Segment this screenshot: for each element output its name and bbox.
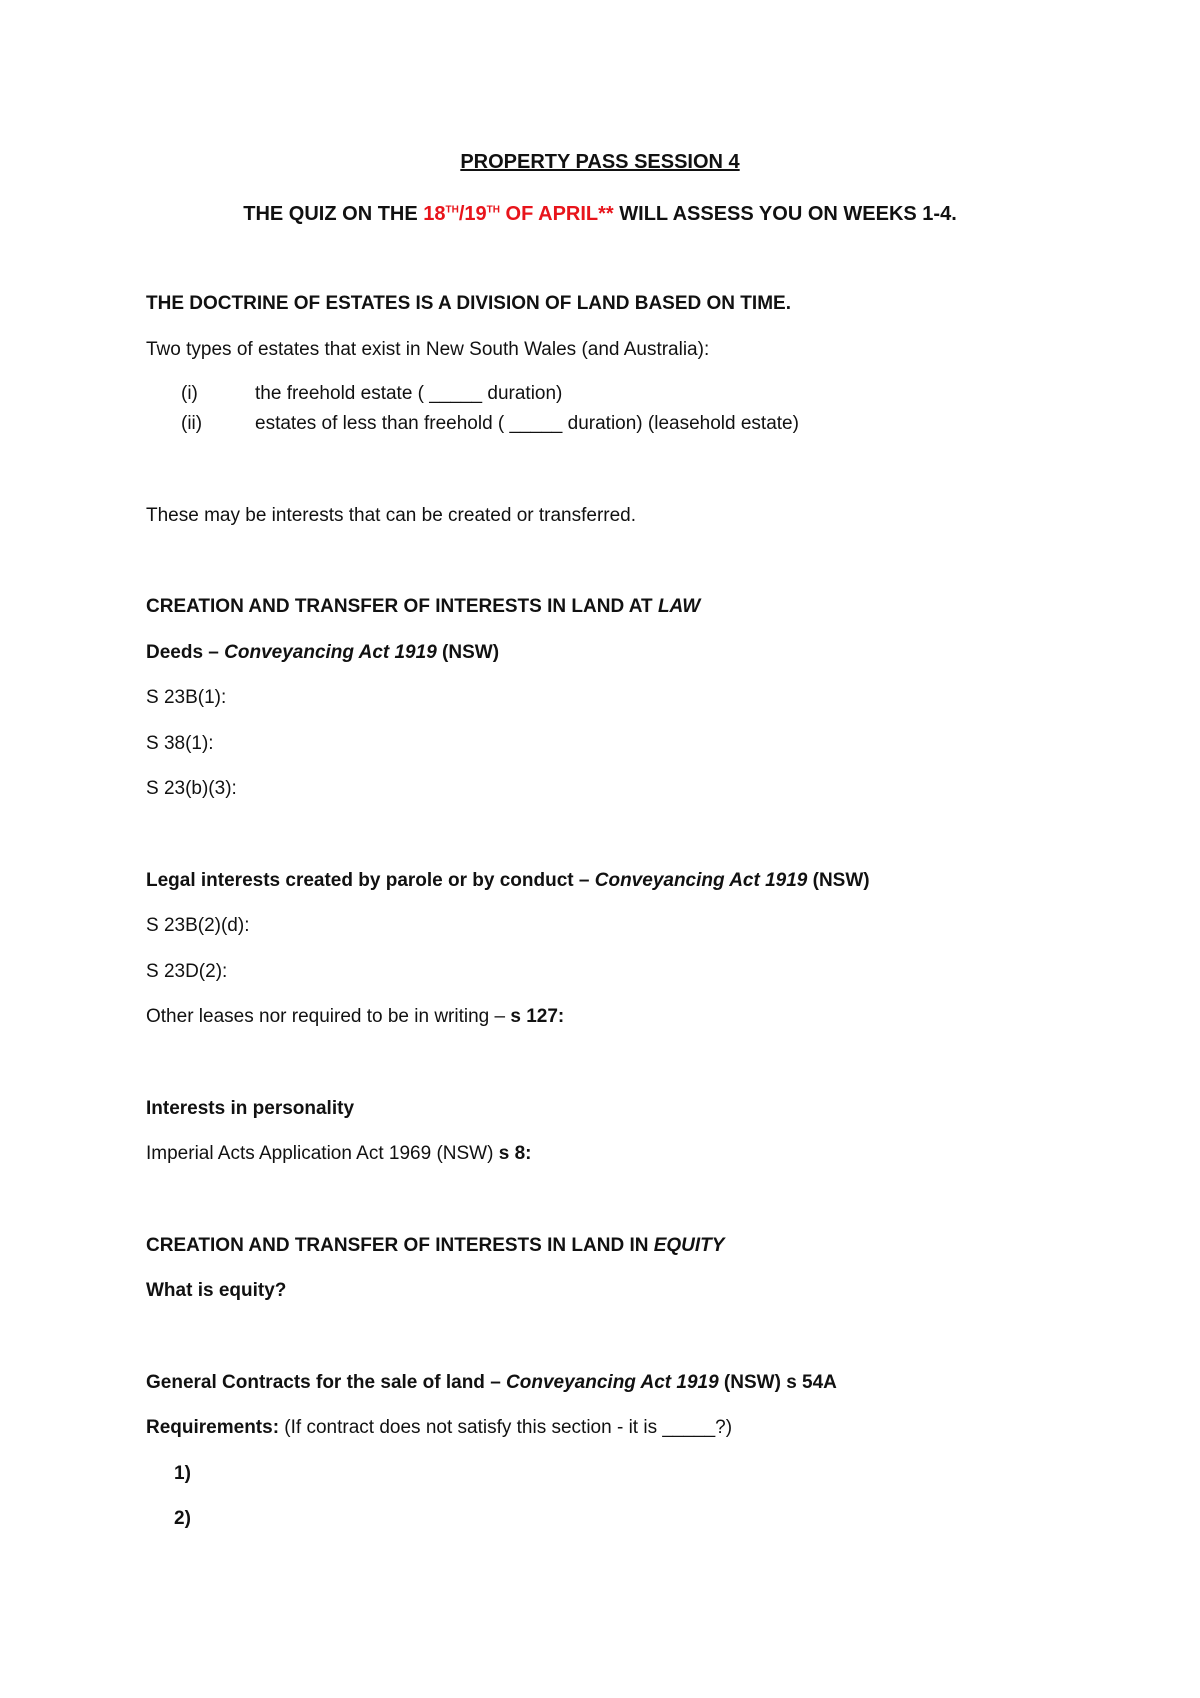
requirements-line: Requirements: (If contract does not satisfy this section - it is _____?) <box>146 1417 733 1438</box>
requirement-item: 2) <box>174 1508 191 1529</box>
equity-question: What is equity? <box>146 1280 287 1301</box>
requirement-item: 1) <box>174 1463 191 1484</box>
quiz-notice-suffix: WILL ASSESS YOU ON WEEKS 1-4. <box>613 203 957 225</box>
equity-heading: CREATION AND TRANSFER OF INTERESTS IN LAND IN EQUITY <box>146 1235 725 1256</box>
personality-heading: Interests in personality <box>146 1098 355 1119</box>
section-ref-23b2d: S 23B(2)(d): <box>146 915 250 936</box>
parole-heading: Legal interests created by parole or by conduct – Conveyancing Act 1919 (NSW) <box>146 870 870 891</box>
deeds-heading: Deeds – Conveyancing Act 1919 (NSW) <box>146 642 500 663</box>
section-ref-23b3: S 23(b)(3): <box>146 778 237 799</box>
estate-item-number: (i) <box>181 383 198 404</box>
estates-intro: Two types of estates that exist in New South Wales (and Australia): <box>146 339 710 360</box>
estate-item-text: estates of less than freehold ( _____ duration) (leasehold estate) <box>255 413 799 434</box>
interests-note: These may be interests that can be created or transferred. <box>146 505 637 526</box>
law-heading: CREATION AND TRANSFER OF INTERESTS IN LAND AT LAW <box>146 596 701 617</box>
doctrine-heading: THE DOCTRINE OF ESTATES IS A DIVISION OF LAND BASED ON TIME. <box>146 293 791 314</box>
quiz-date: 18TH/19TH OF APRIL** <box>423 203 614 225</box>
imperial-acts-line: Imperial Acts Application Act 1969 (NSW) s 8: <box>146 1143 532 1164</box>
estate-item-number: (ii) <box>181 413 203 434</box>
other-leases-line: Other leases nor required to be in writing – s 127: <box>146 1006 565 1027</box>
section-ref-23b1: S 23B(1): <box>146 687 227 708</box>
contracts-heading: General Contracts for the sale of land – Conveyancing Act 1919 (NSW) s 54A <box>146 1372 837 1393</box>
section-ref-38-1: S 38(1): <box>146 733 214 754</box>
section-ref-23d2: S 23D(2): <box>146 961 228 982</box>
quiz-notice-prefix: THE QUIZ ON THE <box>243 203 424 225</box>
quiz-notice <box>0 202 1200 226</box>
estate-item-text: the freehold estate ( _____ duration) <box>255 383 563 404</box>
page-title: PROPERTY PASS SESSION 4 <box>460 151 740 173</box>
